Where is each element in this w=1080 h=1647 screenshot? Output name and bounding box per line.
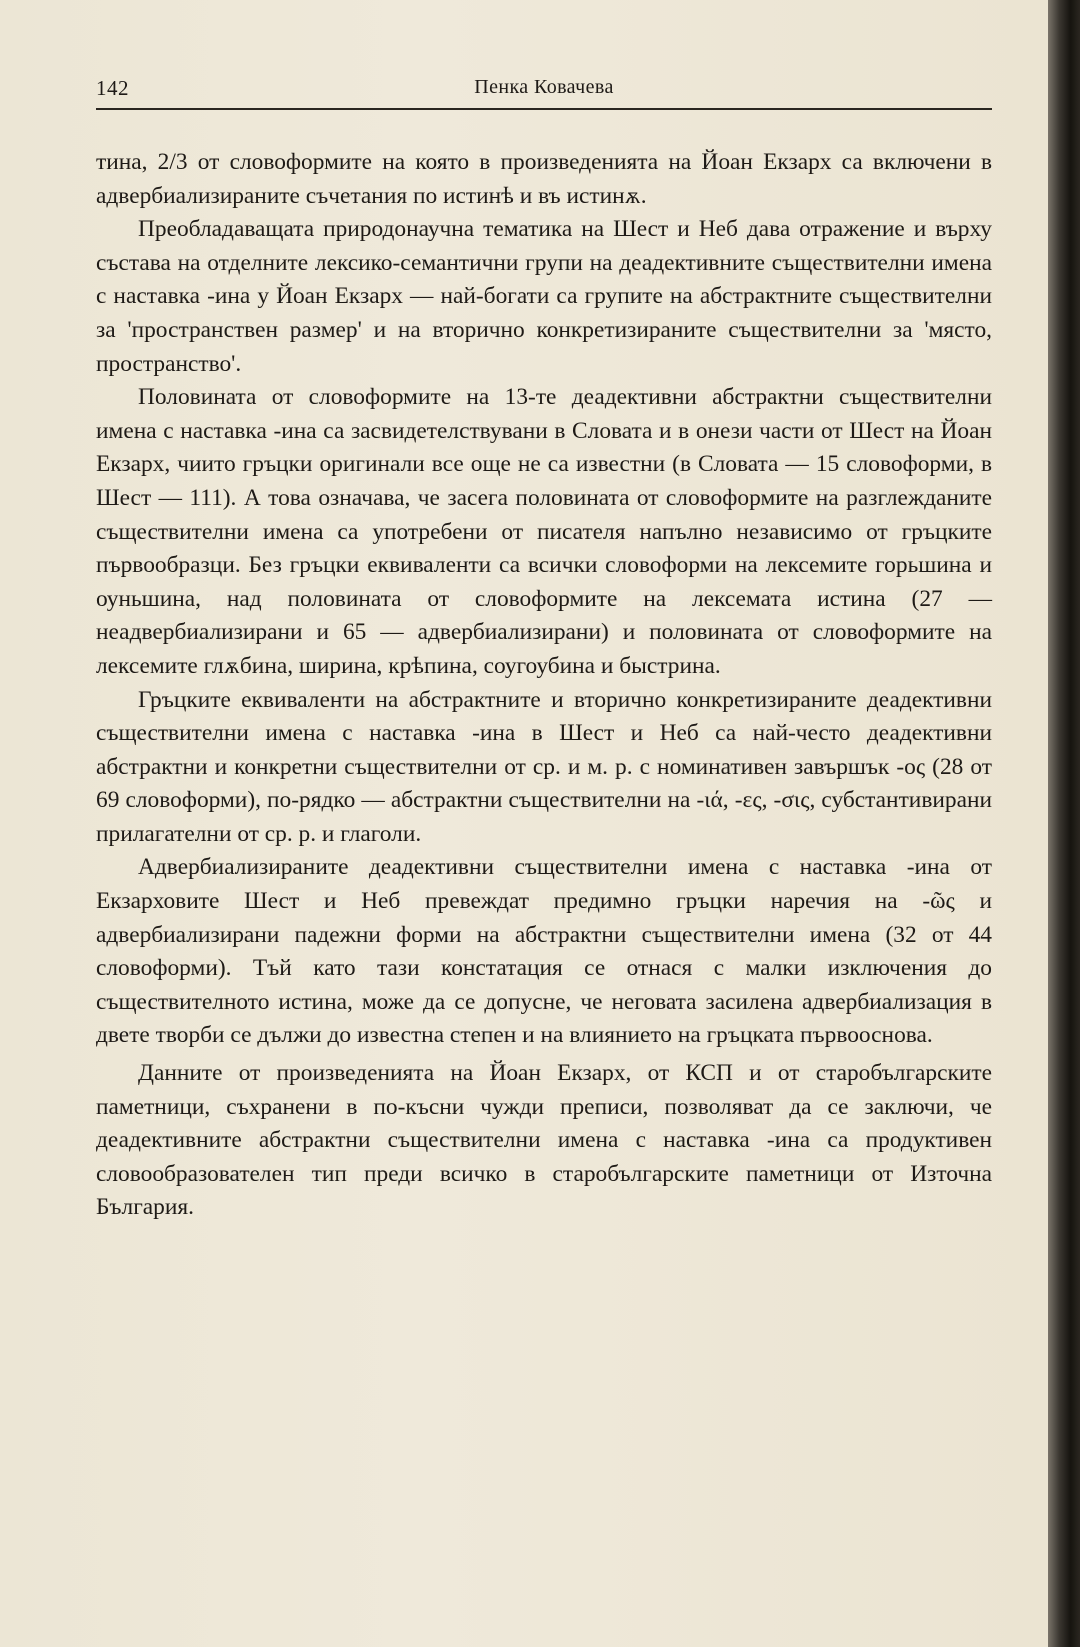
- running-head: Пенка Ковачева: [474, 76, 614, 98]
- paragraph-continued: тина, 2/3 от словоформите на която в произведенията на Йоан Екзарх са включени в адвербиализираните съчетания по истинѣ и въ истинѫ.: [96, 149, 992, 209]
- book-spine-shadow: [1048, 0, 1080, 1647]
- body-text: [96, 146, 992, 1225]
- page-number: 142: [96, 76, 129, 100]
- page-header: [96, 76, 992, 110]
- paragraph: Адвербиализираните деадективни съществителни имена с наставка -ина от Екзарховите Шест и Неб превеждат предимно гръцки наречия на -ῶς и адвербиализирани падежни форми на абстрактни съществителни имена (32 от 44 словоформи). Тъй като тази констатация се отнася с малки изключения до съществителното истина, може да се допусне, че неговата засилена адвербиализация в двете творби се дължи до известна степен и на влиянието на гръцката първооснова.: [96, 854, 992, 1049]
- header-rule: [96, 108, 992, 110]
- paragraph: Гръцките еквиваленти на абстрактните и вторично конкретизираните деадективни съществителни имена с наставка -ина в Шест и Неб са най-често деадективни абстрактни и конкретни съществителни от ср. и м. р. с номинативен завършък -ος (28 от 69 словоформи), по-рядко — абстрактни съществителни на -ιά, -ες, -σις, субстантивирани прилагателни от ср. р. и глаголи.: [96, 686, 992, 847]
- paragraph: Преобладаващата природонаучна тематика на Шест и Неб дава отражение и върху състава на отделните лексико-семантични групи на деадективните съществителни имена с наставка -ина у Йоан Екзарх — най-богати са групите на абстрактните съществителни за 'пространствен размер' и на вторично конкретизираните съществителни за 'място, пространство'.: [96, 216, 992, 377]
- paragraph: Данните от произведенията на Йоан Екзарх, от КСП и от старобългарските паметници, съхранени в по-късни чужди преписи, позволяват да се заключи, че деадективните абстрактни съществителни имена с наставка -ина са продуктивен словообразователен тип преди всичко в старобългарските паметници от Източна България.: [96, 1060, 992, 1221]
- paragraph: Половината от словоформите на 13-те деадективни абстрактни съществителни имена с наставка -ина са засвидетелствувани в Словата и в онези части от Шест на Йоан Екзарх, чиито гръцки оригинали все още не са известни (в Словата — 15 словоформи, в Шест — 111). А това означава, че засега половината от словоформите на разглежданите съществителни имена са употребени от писателя напълно независимо от гръцките първообразци. Без гръцки еквиваленти са всички словоформи на лексемите горьшина и оуньшина, над половината от словоформите на лексемата истина (27 — неадвербиализирани и 65 — адвербиализирани) и половината от словоформите на лексемите глѫбина, ширина, крѣпина, соугоубина и быстрина.: [96, 384, 992, 679]
